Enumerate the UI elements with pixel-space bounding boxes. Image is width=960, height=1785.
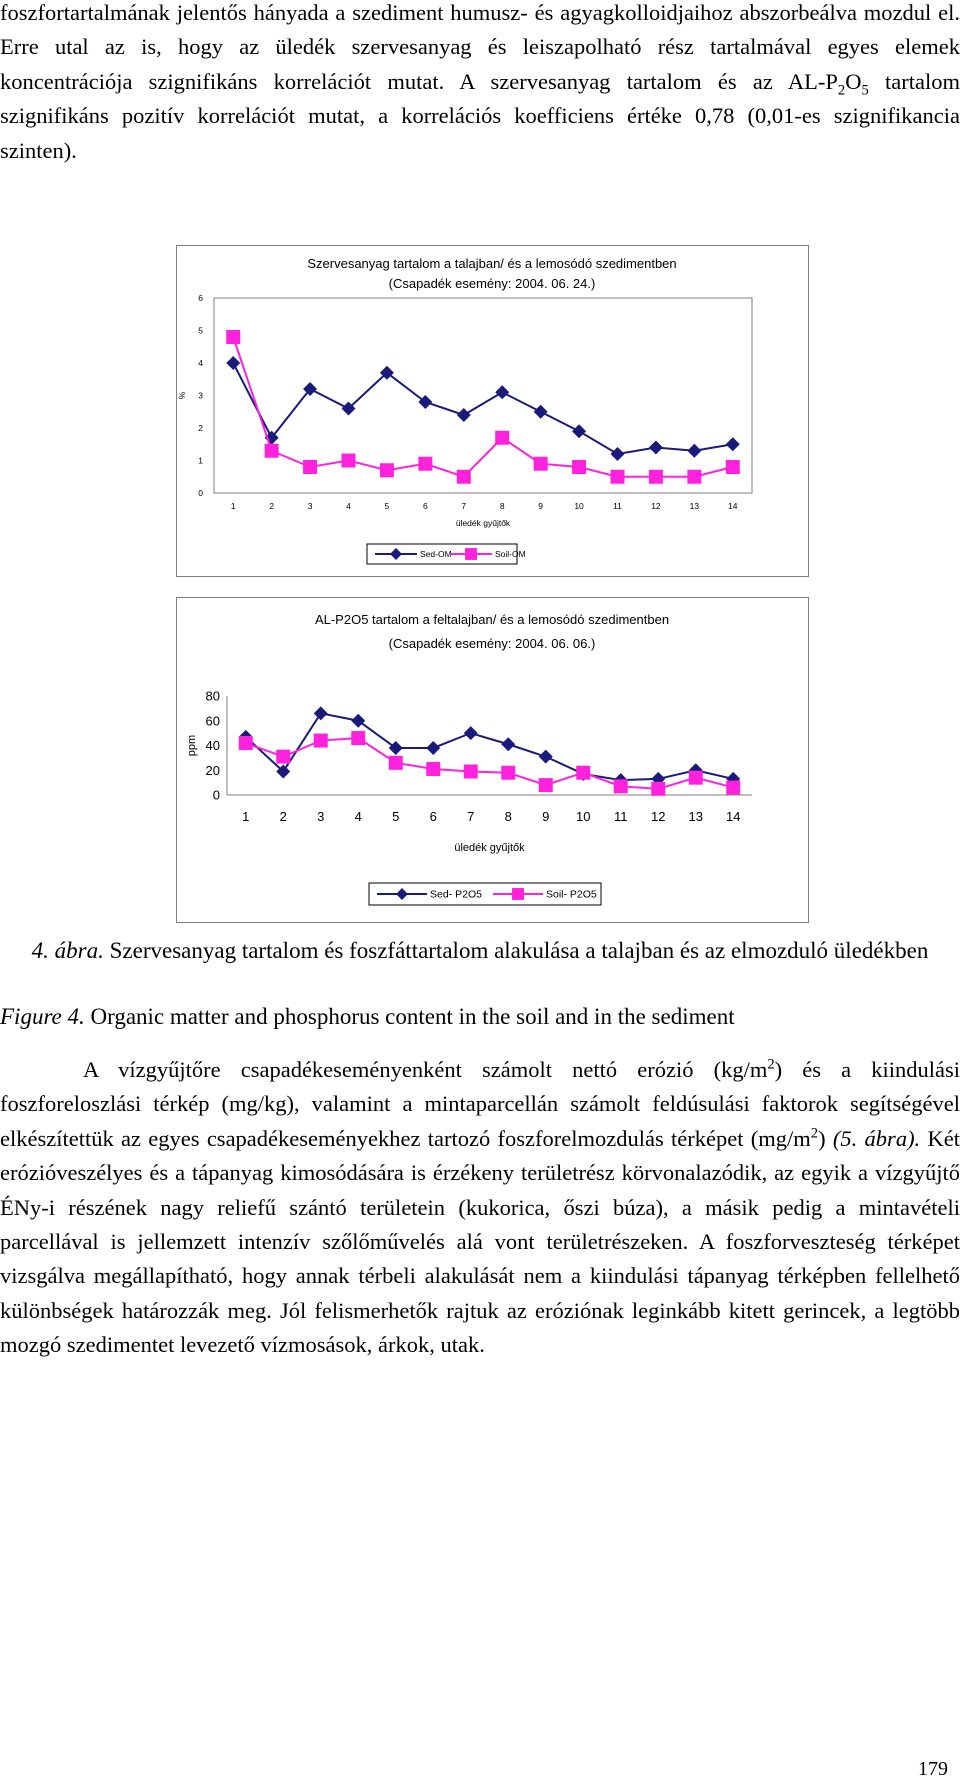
data-point (501, 737, 515, 751)
caption-en-text: Organic matter and phosphorus content in the soil and in the sediment (84, 1004, 735, 1029)
x-tick-label: 14 (726, 809, 741, 824)
data-point (539, 750, 553, 764)
italic-text: (5. ábra). (832, 1125, 921, 1151)
x-tick-label: 12 (651, 501, 661, 511)
data-point (226, 356, 240, 370)
x-tick-label: 10 (574, 501, 584, 511)
x-tick-label: 2 (279, 809, 287, 824)
data-point (464, 764, 478, 778)
data-point (726, 437, 740, 451)
x-tick-label: 6 (429, 809, 437, 824)
x-tick-label: 14 (728, 501, 738, 511)
page-number: 179 (918, 1758, 948, 1780)
series-line-soil-om (233, 337, 733, 477)
y-axis-label: ppm (186, 734, 198, 757)
data-point (314, 706, 328, 720)
x-tick-label: 11 (614, 809, 628, 824)
caption-hu-label: 4. ábra. (31, 938, 104, 963)
subscript: 5 (861, 82, 869, 99)
x-tick-label: 5 (384, 501, 390, 511)
text-run: A vízgyűjtőre csapadékeseményenként számolt nettó erózió (kg/m (83, 1057, 768, 1082)
legend-label: Soil-OM (495, 548, 526, 559)
x-tick-label: 7 (461, 501, 467, 511)
x-tick-label: 13 (689, 501, 700, 511)
x-axis-label: üledék gyűjtők (454, 842, 525, 854)
data-point (611, 470, 625, 484)
x-tick-label: 7 (467, 809, 475, 824)
data-point (649, 441, 663, 455)
legend-marker (465, 548, 477, 560)
data-point (380, 463, 394, 477)
series-line-sed-om (233, 363, 733, 454)
data-point (687, 444, 701, 458)
data-point (651, 782, 665, 796)
caption-hu-text: Szervesanyag tartalom és foszfáttartalom alakulása a talajban és az elmozduló üledékben (103, 938, 929, 963)
data-point (649, 470, 663, 484)
legend-label: Sed- P2O5 (430, 888, 482, 901)
data-point (611, 447, 625, 461)
data-point (342, 454, 356, 468)
x-tick-label: 2 (269, 501, 275, 511)
text-run: ) és a kiindulási foszforeloszlási térkép (mg/kg), valamint a mintaparcellán számolt feldúsulási faktorok segítségével elkészítettük az egyes csapadékeseményekhez tartozó foszforelmozdulás térképet (mg/m (0, 1057, 960, 1151)
data-point (572, 460, 586, 474)
x-tick-label: 3 (307, 501, 313, 511)
x-axis-label: üledék gyűjtők (455, 518, 511, 528)
y-tick-label: 1 (198, 455, 203, 466)
data-point (265, 444, 279, 458)
data-point (226, 330, 240, 344)
chart-title: Szervesanyag tartalom a talajban/ és a lemosódó szedimentben (307, 256, 677, 271)
y-tick-label: 20 (205, 762, 220, 778)
chart-phosphorus-svg (177, 598, 808, 922)
data-point (576, 766, 590, 780)
data-point (539, 778, 553, 792)
y-tick-label: 0 (198, 487, 203, 498)
y-tick-label: 40 (205, 738, 220, 754)
superscript: 2 (810, 1125, 819, 1142)
data-point (501, 766, 515, 780)
legend-marker (512, 888, 524, 900)
chart-title: AL-P2O5 tartalom a feltalajban/ és a lemosódó szedimentben (314, 612, 670, 627)
text-run: tartalom szignifikáns pozitív korrelációt mutat, a korrelációs koefficiens értéke 0,78 (0,01-es szignifikancia szinten). (0, 68, 960, 163)
y-tick-label: 3 (198, 390, 203, 401)
subscript: 2 (837, 82, 846, 99)
x-tick-label: 6 (422, 501, 428, 511)
x-tick-label: 1 (242, 809, 250, 824)
text-run: O (845, 68, 862, 94)
data-point (534, 457, 548, 471)
chart-organic-matter (176, 245, 809, 577)
plot-area (214, 298, 752, 493)
x-tick-label: 12 (651, 809, 666, 824)
paragraph-bottom (0, 1053, 960, 1363)
legend-label: Sed-OM (420, 548, 452, 559)
figure-caption-english (0, 1000, 960, 1034)
data-point (351, 714, 365, 728)
x-tick-label: 4 (346, 501, 351, 511)
x-tick-label: 8 (499, 501, 505, 511)
x-tick-label: 3 (317, 809, 325, 824)
paragraph-bottom-text (0, 1053, 960, 1363)
data-point (534, 405, 548, 419)
x-tick-label: 5 (392, 809, 400, 824)
data-point (389, 756, 403, 770)
x-tick-label: 10 (576, 809, 591, 824)
x-tick-label: 11 (613, 501, 622, 511)
chart-organic-matter-svg (177, 246, 808, 576)
text-run: Két erózióveszélyes és a tápanyag kimosódására is érzékeny területrész körvonalazódik, az egyik a vízgyűjtő ÉNy-i részének nagy reliefű szántó területein (kukorica, őszi búza), a másik pedig a mintavételi parcellával is jellemzett intenzív szőlőművelés alá vont területrészeken. A foszforveszteség térképet vizsgálva megállapítható, hogy annak térbeli alakulását nem a kiindulási tápanyag térképben fellelhető különbségek határozzák meg. Jól felismerhetők rajtuk az eróziónak leginkább kitett gerincek, a legtöbb mozgó szedimentet levezető vízmosások, árkok, utak. (0, 1125, 960, 1358)
data-point (572, 424, 586, 438)
data-point (457, 408, 471, 422)
data-point (464, 726, 478, 740)
data-point (726, 781, 740, 795)
text-run: foszfortartalmának jelentős hányada a szediment humusz- és agyagkolloidjaihoz abszorbeálva mozdul el. Erre utal az is, hogy az üledék szervesanyag és leiszapolható rész tartalmával egyes elemek koncentrációja szignifikáns korrelációt mutat. A szervesanyag tartalom és az AL-P (0, 0, 960, 94)
data-point (351, 731, 365, 745)
data-point (457, 470, 471, 484)
figure-caption-hungarian (0, 934, 960, 968)
chart-subtitle: (Csapadék esemény: 2004. 06. 06.) (388, 636, 596, 651)
y-tick-label: 0 (212, 787, 220, 803)
caption-en-label: Figure 4. (0, 1004, 85, 1029)
legend-label: Soil- P2O5 (546, 888, 597, 901)
data-point (314, 734, 328, 748)
y-tick-label: 80 (205, 688, 220, 704)
x-tick-label: 4 (354, 809, 362, 824)
y-axis-label: % (177, 391, 187, 400)
x-tick-label: 8 (504, 809, 512, 824)
data-point (239, 736, 253, 750)
paragraph-top-text (0, 0, 960, 168)
x-tick-label: 13 (688, 809, 703, 824)
text-run: ) (818, 1125, 833, 1151)
superscript: 2 (767, 1056, 775, 1073)
data-point (426, 741, 440, 755)
data-point (495, 385, 509, 399)
y-tick-label: 2 (198, 422, 203, 433)
x-tick-label: 1 (230, 501, 236, 511)
x-tick-label: 9 (538, 501, 544, 511)
data-point (389, 741, 403, 755)
data-point (726, 460, 740, 474)
y-tick-label: 4 (198, 357, 203, 368)
y-tick-label: 5 (198, 325, 203, 336)
paragraph-top (0, 0, 960, 168)
chart-phosphorus (176, 597, 809, 923)
data-point (276, 750, 290, 764)
data-point (689, 771, 703, 785)
x-tick-label: 9 (542, 809, 550, 824)
chart-subtitle: (Csapadék esemény: 2004. 06. 24.) (388, 276, 596, 291)
data-point (426, 762, 440, 776)
data-point (418, 457, 432, 471)
plot-area (227, 696, 752, 795)
y-tick-label: 6 (198, 292, 203, 303)
data-point (614, 779, 628, 793)
data-point (687, 470, 701, 484)
y-tick-label: 60 (205, 713, 220, 729)
data-point (303, 460, 317, 474)
data-point (495, 431, 509, 445)
